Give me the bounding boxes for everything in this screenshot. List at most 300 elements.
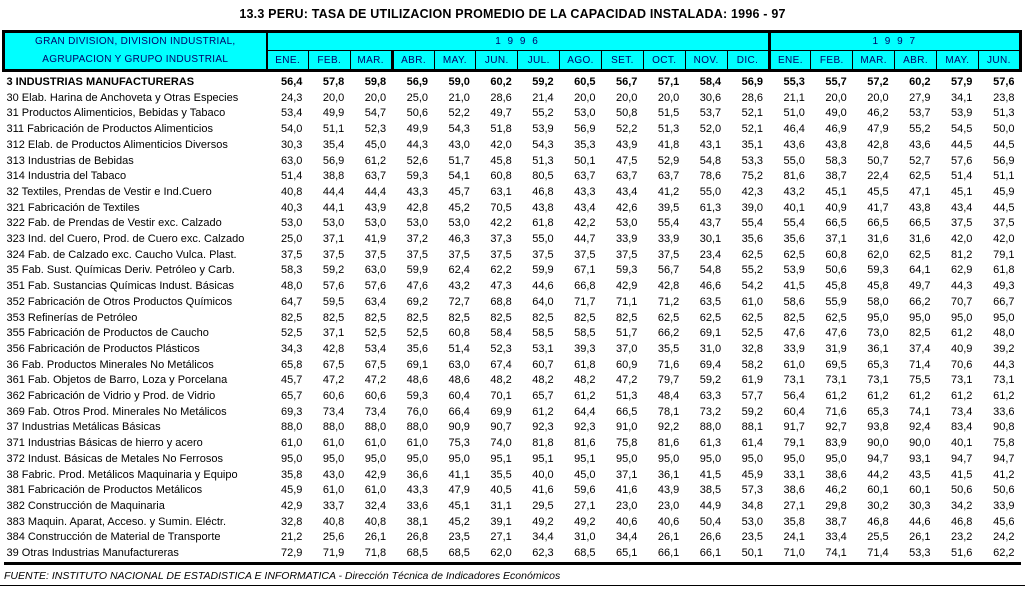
cell-value: 35,3 [574, 138, 596, 151]
cell-value: 62,4 [448, 264, 470, 277]
cell-value: 61,4 [741, 437, 763, 450]
cell-value: 81,6 [783, 170, 805, 183]
cell-value: 46,8 [532, 185, 554, 198]
cell-value: 37,5 [406, 248, 428, 261]
column-header-1997-mar: MAR. [853, 51, 895, 71]
cell-value: 62,5 [825, 311, 847, 324]
row-label: 314 Industria del Tabaco [6, 170, 127, 183]
cell-value: 47,2 [615, 374, 638, 387]
cell-value: 43,0 [322, 468, 345, 481]
cell-value: 54,8 [699, 154, 722, 167]
cell-value: 61,0 [364, 437, 387, 450]
cell-value: 30,1 [699, 233, 722, 246]
cell-value: 59,3 [406, 170, 428, 183]
cell-value: 40,9 [825, 201, 847, 214]
cell-value: 35,6 [406, 342, 428, 355]
cell-value: 50,6 [950, 484, 973, 497]
cell-value: 56,7 [657, 264, 680, 277]
cell-value: 46,8 [867, 515, 889, 528]
cell-value: 66,7 [993, 295, 1015, 308]
cell-value: 37,1 [615, 468, 638, 481]
cell-value: 90,7 [490, 421, 512, 434]
cell-value: 64,7 [280, 295, 303, 308]
cell-value: 62,5 [909, 248, 931, 261]
table-row [4, 71, 1021, 91]
cell-value: 73,1 [950, 374, 973, 387]
table-row [4, 216, 1021, 232]
cell-value: 44,3 [406, 138, 428, 151]
cell-value: 60,2 [490, 76, 512, 88]
cell-value: 68,8 [490, 295, 512, 308]
cell-value: 33,9 [783, 342, 805, 355]
cell-value: 72,7 [448, 295, 470, 308]
cell-value: 95,0 [364, 452, 387, 465]
table-header [4, 32, 1021, 71]
column-header-1996-nov: NOV. [685, 51, 727, 71]
cell-value: 53,7 [909, 107, 931, 120]
cell-value: 35,6 [783, 233, 805, 246]
cell-value: 59,8 [364, 76, 387, 88]
row-label: 312 Elab. de Productos Alimenticios Diversos [6, 138, 228, 151]
cell-value: 20,0 [574, 91, 596, 104]
cell-value: 61,2 [532, 405, 554, 418]
column-header-1996-jul: JUL. [518, 51, 560, 71]
cell-value: 58,2 [741, 358, 763, 371]
cell-value: 66,5 [615, 405, 638, 418]
cell-value: 59,0 [448, 76, 470, 88]
cell-value: 53,0 [448, 217, 470, 230]
cell-value: 42,8 [867, 138, 889, 151]
cell-value: 56,9 [322, 154, 345, 167]
cell-value: 25,5 [867, 531, 889, 544]
cell-value: 81,2 [950, 248, 973, 261]
cell-value: 53,0 [280, 217, 303, 230]
cell-value: 58,5 [574, 327, 596, 340]
cell-value: 71,4 [909, 358, 931, 371]
cell-value: 57,6 [950, 154, 973, 167]
cell-value: 45,1 [448, 499, 470, 512]
cell-value: 49,0 [825, 107, 847, 120]
cell-value: 66,5 [909, 217, 931, 230]
row-label: 311 Fabricación de Productos Alimenticios [6, 123, 213, 136]
cell-value: 53,3 [909, 547, 931, 560]
cell-value: 92,3 [532, 421, 554, 434]
cell-value: 46,2 [825, 484, 847, 497]
cell-value: 41,9 [364, 233, 387, 246]
table-row [4, 138, 1021, 154]
cell-value: 37,0 [615, 342, 638, 355]
cell-value: 65,3 [867, 405, 889, 418]
cell-value: 31,0 [574, 531, 596, 544]
cell-value: 36,1 [867, 342, 889, 355]
cell-value: 45,2 [448, 515, 470, 528]
table-body [4, 71, 1021, 564]
cell-value: 52,5 [406, 327, 428, 340]
row-label: 30 Elab. Harina de Anchoveta y Otras Especies [6, 91, 239, 104]
cell-value: 47,1 [909, 185, 931, 198]
cell-value: 45,8 [867, 280, 889, 293]
cell-value: 26,1 [364, 531, 387, 544]
cell-value: 51,7 [448, 154, 470, 167]
cell-value: 56,7 [615, 76, 638, 88]
cell-value: 34,4 [532, 531, 554, 544]
cell-value: 80,5 [532, 170, 554, 183]
cell-value: 31,1 [490, 499, 512, 512]
table-row [4, 515, 1021, 531]
column-header-1997-feb: FEB. [811, 51, 853, 71]
column-header-1997-abr: ABR. [895, 51, 937, 71]
cell-value: 73,1 [825, 374, 847, 387]
cell-value: 41,2 [993, 468, 1015, 481]
cell-value: 20,0 [657, 91, 680, 104]
cell-value: 43,5 [909, 468, 931, 481]
cell-value: 55,2 [741, 264, 763, 277]
cell-value: 66,1 [699, 547, 722, 560]
cell-value: 45,6 [993, 515, 1015, 528]
cell-value: 91,7 [783, 421, 805, 434]
table-row [4, 311, 1021, 327]
cell-value: 23,4 [699, 248, 722, 261]
cell-value: 47,9 [867, 123, 889, 136]
cell-value: 51,5 [657, 107, 680, 120]
table-row [4, 468, 1021, 484]
table-row [4, 91, 1021, 107]
cell-value: 67,5 [364, 358, 387, 371]
cell-value: 62,3 [532, 547, 554, 560]
cell-value: 40,1 [783, 201, 805, 214]
table-row [4, 389, 1021, 405]
cell-value: 38,7 [825, 170, 847, 183]
cell-value: 21,0 [448, 91, 470, 104]
cell-value: 53,9 [783, 264, 805, 277]
cell-value: 75,8 [615, 437, 638, 450]
cell-value: 30,3 [280, 138, 303, 151]
cell-value: 53,0 [322, 217, 345, 230]
cell-value: 50,6 [406, 107, 428, 120]
cell-value: 61,3 [699, 437, 722, 450]
row-label-column-header [4, 32, 267, 71]
cell-value: 37,5 [490, 248, 512, 261]
cell-value: 52,2 [448, 107, 470, 120]
bottom-rule [0, 585, 1025, 586]
cell-value: 51,3 [615, 390, 638, 403]
cell-value: 63,1 [490, 185, 512, 198]
cell-value: 27,1 [574, 499, 596, 512]
cell-value: 62,0 [490, 547, 512, 560]
cell-value: 61,0 [280, 437, 303, 450]
cell-value: 42,0 [993, 233, 1015, 246]
cell-value: 47,6 [825, 327, 847, 340]
year-1997-header: 1 9 9 7 [769, 32, 1021, 51]
cell-value: 52,3 [364, 123, 387, 136]
cell-value: 38,7 [825, 515, 847, 528]
cell-value: 44,4 [322, 185, 345, 198]
cell-value: 44,2 [867, 468, 889, 481]
cell-value: 82,5 [322, 311, 345, 324]
row-label: 372 Indust. Básicas de Metales No Ferrosos [6, 452, 223, 465]
row-label: 351 Fab. Sustancias Químicas Indust. Básicas [6, 280, 234, 293]
cell-value: 52,6 [406, 154, 428, 167]
cell-value: 23,2 [950, 531, 973, 544]
cell-value: 58,6 [783, 295, 805, 308]
cell-value: 51,3 [532, 154, 554, 167]
cell-value: 37,1 [825, 233, 847, 246]
cell-value: 51,6 [950, 547, 973, 560]
cell-value: 47,6 [783, 327, 805, 340]
cell-value: 71,7 [574, 295, 596, 308]
cell-value: 51,4 [280, 170, 303, 183]
cell-value: 65,3 [867, 358, 889, 371]
cell-value: 26,8 [406, 531, 428, 544]
cell-value: 37,5 [280, 248, 303, 261]
cell-value: 42,8 [406, 201, 428, 214]
cell-value: 75,5 [909, 374, 931, 387]
cell-value: 28,6 [741, 91, 763, 104]
cell-value: 44,5 [993, 201, 1015, 214]
cell-value: 53,0 [364, 217, 387, 230]
cell-value: 42,2 [574, 217, 596, 230]
cell-value: 55,2 [909, 123, 931, 136]
cell-value: 75,8 [993, 437, 1015, 450]
column-header-1996-oct: OCT. [643, 51, 685, 71]
cell-value: 92,3 [574, 421, 596, 434]
cell-value: 74,1 [909, 405, 931, 418]
cell-value: 27,1 [490, 531, 512, 544]
cell-value: 72,9 [280, 547, 303, 560]
cell-value: 50,7 [867, 154, 889, 167]
cell-value: 43,2 [783, 185, 805, 198]
cell-value: 66,1 [657, 547, 680, 560]
cell-value: 33,7 [322, 499, 345, 512]
cell-value: 45,9 [993, 185, 1015, 198]
cell-value: 46,3 [448, 233, 470, 246]
cell-value: 56,4 [783, 390, 805, 403]
cell-value: 94,7 [867, 452, 889, 465]
cell-value: 69,3 [280, 405, 303, 418]
source-note: FUENTE: INSTITUTO NACIONAL DE ESTADISTICA E INFORMATICA - Dirección Técnica de Indicadores Económicos [4, 569, 561, 582]
row-label: 321 Fabricación de Textiles [6, 201, 140, 214]
cell-value: 70,5 [490, 201, 512, 214]
cell-value: 54,3 [532, 138, 554, 151]
cell-value: 63,4 [364, 295, 387, 308]
cell-value: 90,9 [448, 421, 470, 434]
cell-value: 50,0 [993, 123, 1015, 136]
cell-value: 41,1 [448, 468, 470, 481]
cell-value: 93,8 [867, 421, 889, 434]
cell-value: 53,4 [280, 107, 303, 120]
cell-value: 40,6 [657, 515, 680, 528]
cell-value: 33,9 [993, 499, 1015, 512]
cell-value: 69,4 [699, 358, 722, 371]
cell-value: 47,3 [490, 280, 512, 293]
cell-value: 78,1 [657, 405, 680, 418]
cell-value: 45,9 [280, 484, 303, 497]
cell-value: 58,4 [699, 76, 722, 88]
cell-value: 35,8 [280, 468, 303, 481]
cell-value: 39,1 [490, 515, 512, 528]
cell-value: 42,3 [741, 185, 763, 198]
column-header-1996-mar: MAR. [350, 51, 392, 71]
cell-value: 35,5 [657, 342, 680, 355]
cell-value: 26,1 [909, 531, 931, 544]
cell-value: 49,9 [406, 123, 428, 136]
cell-value: 66,5 [867, 217, 889, 230]
table-row [4, 342, 1021, 358]
cell-value: 30,2 [867, 499, 889, 512]
column-header-1996-set: SET. [602, 51, 644, 71]
cell-value: 60,7 [532, 358, 554, 371]
cell-value: 57,7 [741, 390, 763, 403]
cell-value: 21,1 [783, 91, 805, 104]
cell-value: 67,4 [490, 358, 512, 371]
cell-value: 57,9 [950, 76, 973, 88]
table-row [4, 326, 1021, 342]
cell-value: 59,5 [322, 295, 345, 308]
cell-value: 30,3 [909, 499, 931, 512]
cell-value: 37,5 [657, 248, 680, 261]
cell-value: 61,2 [867, 390, 889, 403]
cell-value: 40,8 [322, 515, 345, 528]
cell-value: 69,2 [406, 295, 428, 308]
cell-value: 40,5 [490, 484, 512, 497]
row-label: 352 Fabricación de Otros Productos Químicos [6, 295, 233, 308]
cell-value: 82,5 [448, 311, 470, 324]
cell-value: 61,8 [574, 358, 596, 371]
cell-value: 71,8 [364, 547, 387, 560]
cell-value: 73,4 [364, 405, 387, 418]
cell-value: 24,2 [993, 531, 1015, 544]
cell-value: 61,2 [574, 390, 596, 403]
cell-value: 61,0 [741, 295, 763, 308]
cell-value: 53,0 [615, 217, 638, 230]
cell-value: 55,4 [783, 217, 805, 230]
cell-value: 66,5 [825, 217, 847, 230]
cell-value: 95,0 [741, 452, 763, 465]
cell-value: 45,8 [825, 280, 847, 293]
cell-value: 79,1 [783, 437, 805, 450]
table-row [4, 201, 1021, 217]
cell-value: 53,1 [532, 342, 554, 355]
cell-value: 40,1 [950, 437, 973, 450]
cell-value: 29,8 [825, 499, 847, 512]
cell-value: 71,4 [867, 547, 889, 560]
cell-value: 68,5 [406, 547, 428, 560]
cell-value: 66,8 [574, 280, 596, 293]
cell-value: 43,2 [448, 280, 470, 293]
cell-value: 59,3 [406, 390, 428, 403]
cell-value: 38,1 [406, 515, 428, 528]
cell-value: 82,5 [574, 311, 596, 324]
cell-value: 46,2 [867, 107, 889, 120]
table-row [4, 483, 1021, 499]
cell-value: 53,9 [950, 107, 973, 120]
cell-value: 49,2 [574, 515, 596, 528]
table-row [4, 420, 1021, 436]
cell-value: 45,0 [574, 468, 596, 481]
page-title: 13.3 PERU: TASA DE UTILIZACION PROMEDIO DE LA CAPACIDAD INSTALADA: 1996 - 97 [239, 7, 786, 21]
cell-value: 60,8 [825, 248, 847, 261]
cell-value: 61,0 [364, 484, 387, 497]
cell-value: 71,0 [783, 547, 805, 560]
cell-value: 90,8 [993, 421, 1015, 434]
cell-value: 45,0 [364, 138, 387, 151]
cell-value: 63,5 [699, 295, 722, 308]
cell-value: 60,2 [909, 76, 931, 88]
cell-value: 55,4 [657, 217, 680, 230]
cell-value: 45,9 [741, 468, 763, 481]
cell-value: 53,0 [406, 217, 428, 230]
cell-value: 34,1 [950, 91, 973, 104]
cell-value: 54,1 [448, 170, 470, 183]
cell-value: 74,0 [490, 437, 512, 450]
cell-value: 95,1 [490, 452, 512, 465]
row-label: 383 Maquin. Aparat, Acceso. y Sumin. Eléctr. [6, 515, 227, 528]
cell-value: 53,7 [699, 107, 722, 120]
cell-value: 44,6 [909, 515, 931, 528]
cell-value: 34,8 [741, 499, 763, 512]
cell-value: 40,0 [532, 468, 554, 481]
cell-value: 79,1 [993, 248, 1015, 261]
cell-value: 33,6 [406, 499, 428, 512]
table-row [4, 263, 1021, 279]
row-label: 32 Textiles, Prendas de Vestir e Ind.Cuero [6, 185, 212, 198]
cell-value: 62,5 [741, 248, 763, 261]
cell-value: 95,0 [699, 452, 722, 465]
row-label: 362 Fabricación de Vidrio y Prod. de Vidrio [6, 390, 216, 403]
cell-value: 30,6 [699, 91, 722, 104]
cell-value: 38,6 [825, 468, 847, 481]
column-header-1996-abr: ABR. [392, 51, 434, 71]
cell-value: 38,6 [783, 484, 805, 497]
cell-value: 43,6 [909, 138, 931, 151]
cell-value: 50,8 [615, 107, 638, 120]
cell-value: 59,9 [406, 264, 428, 277]
cell-value: 37,5 [322, 248, 345, 261]
cell-value: 46,6 [699, 280, 722, 293]
cell-value: 52,5 [280, 327, 303, 340]
table-row [4, 232, 1021, 248]
cell-value: 60,8 [490, 170, 512, 183]
cell-value: 57,6 [322, 280, 345, 293]
table-row [4, 279, 1021, 295]
cell-value: 25,0 [406, 91, 428, 104]
cell-value: 61,0 [783, 358, 805, 371]
row-label: 356 Fabricación de Productos Plásticos [6, 342, 200, 355]
cell-value: 95,0 [993, 311, 1015, 324]
row-label: 38 Fabric. Prod. Metálicos Maquinaria y Equipo [6, 468, 238, 481]
cell-value: 60,1 [867, 484, 889, 497]
cell-value: 82,5 [364, 311, 387, 324]
cell-value: 48,6 [448, 374, 470, 387]
cell-value: 43,9 [364, 201, 387, 214]
row-label: 369 Fab. Otros Prod. Minerales No Metálicos [6, 405, 227, 418]
cell-value: 42,8 [657, 280, 680, 293]
cell-value: 40,6 [615, 515, 638, 528]
cell-value: 61,0 [322, 437, 345, 450]
cell-value: 33,6 [993, 405, 1015, 418]
cell-value: 27,1 [783, 499, 805, 512]
cell-value: 52,1 [741, 123, 763, 136]
cell-value: 57,8 [322, 76, 345, 88]
table-row [4, 499, 1021, 515]
cell-value: 65,1 [615, 547, 638, 560]
cell-value: 51,8 [490, 123, 512, 136]
cell-value: 45,8 [490, 154, 512, 167]
cell-value: 40,8 [364, 515, 387, 528]
cell-value: 56,4 [280, 76, 303, 88]
cell-value: 20,0 [825, 91, 847, 104]
table-row [4, 295, 1021, 311]
